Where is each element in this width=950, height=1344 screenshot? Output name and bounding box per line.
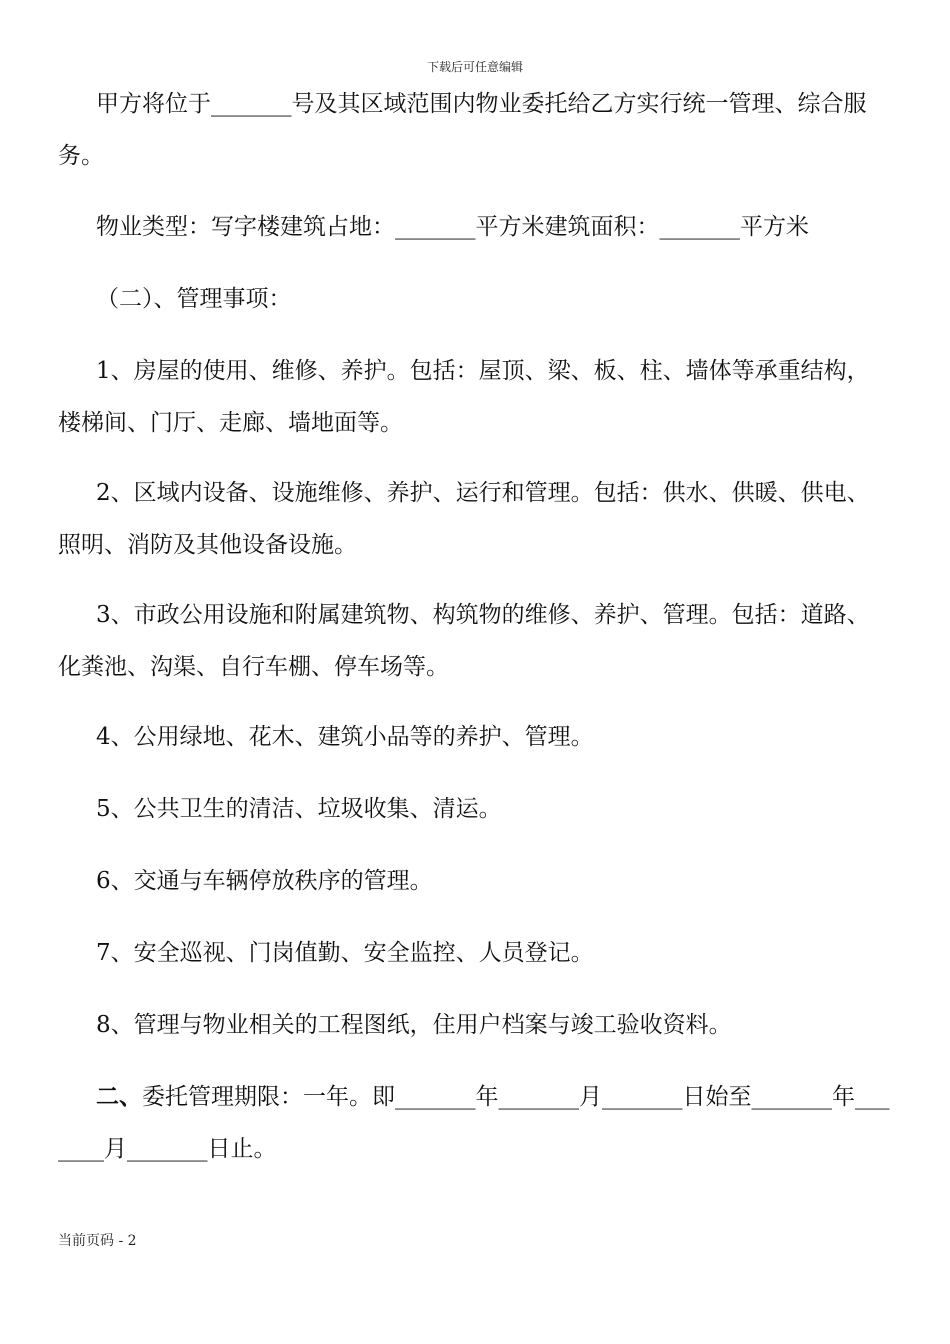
paragraph-item-4: 4、公用绿地、花木、建筑小品等的养护、管理。 — [96, 724, 594, 750]
paragraph-property-location: 甲方将位于_______号及其区域范围内物业委托给乙方实行统一管理、综合服务。 — [58, 91, 867, 169]
page-number: 当前页码 - 2 — [58, 1233, 137, 1249]
paragraph-term — [58, 1071, 892, 1175]
paragraph-item-8: 8、管理与物业相关的工程图纸，住用户档案与竣工验收资料。 — [96, 1012, 732, 1038]
paragraph-item-5: 5、公共卫生的清洁、垃圾收集、清运。 — [96, 796, 502, 822]
paragraph-property-type: 物业类型：写字楼建筑占地：_______平方米建筑面积：_______平方米 — [96, 214, 809, 240]
paragraph-item-7: 7、安全巡视、门岗值勤、安全监控、人员登记。 — [96, 940, 594, 966]
paragraph-item-3: 3、市政公用设施和附属建筑物、构筑物的维修、养护、管理。包括：道路、化粪池、沟渠、自行车棚、停车场等。 — [58, 602, 870, 680]
paragraph-item-1: 1、房屋的使用、维修、养护。包括：屋顶、梁、板、柱、墙体等承重结构，楼梯间、门厅、走廊、墙地面等。 — [58, 358, 870, 436]
paragraph-item-6: 6、交通与车辆停放秩序的管理。 — [96, 868, 433, 894]
header-note: 下载后可任意编辑 — [426, 60, 523, 74]
term-heading: 二、 — [96, 1083, 142, 1110]
term-text: 委托管理期限：一年。即_______年_______月_______日始至_______年_______月_______日止。 — [58, 1084, 890, 1162]
paragraph-management-heading: （二）、管理事项： — [96, 286, 292, 312]
paragraph-item-2: 2、区域内设备、设施维修、养护、运行和管理。包括：供水、供暖、供电、照明、消防及其他设备设施。 — [58, 480, 870, 558]
